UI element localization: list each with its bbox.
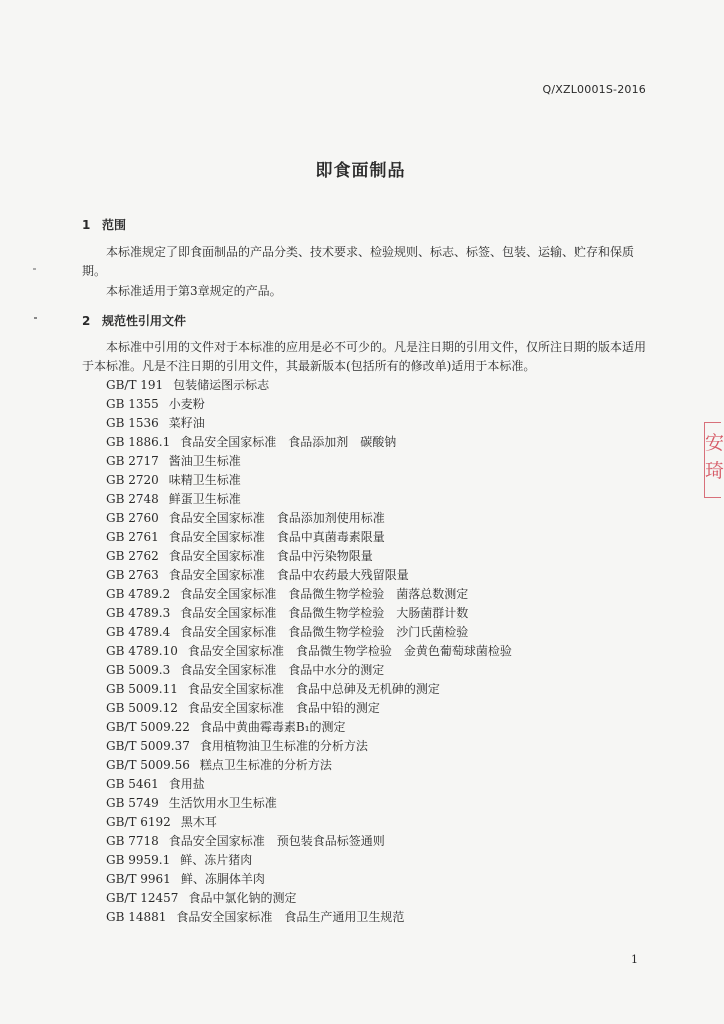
reference-title: 包装储运图示标志 (173, 378, 270, 392)
reference-title: 小麦粉 (168, 397, 205, 411)
section-1-heading (82, 216, 126, 233)
reference-list (106, 376, 512, 927)
standard-code: Q/XZL0001S-2016 (542, 83, 646, 96)
reference-code: GB 4789.4 (106, 625, 171, 639)
reference-code: GB/T 9961 (106, 872, 171, 886)
reference-item (106, 376, 512, 395)
reference-item (106, 604, 512, 623)
reference-code: GB/T 5009.22 (106, 720, 190, 734)
reference-item (106, 566, 512, 585)
reference-title: 味精卫生标准 (168, 473, 241, 487)
reference-code: GB 5009.11 (106, 682, 178, 696)
reference-code: GB 4789.10 (106, 644, 178, 658)
scan-mark (34, 317, 37, 319)
section-1-title: 范围 (102, 218, 127, 232)
reference-title: 食品安全国家标准 食品添加剂使用标准 (168, 511, 385, 525)
reference-title: 食品安全国家标准 预包装食品标签通则 (168, 834, 385, 848)
reference-item (106, 509, 512, 528)
references-intro-paragraph: 本标准中引用的文件对于本标准的应用是必不可少的。凡是注日期的引用文件，仅所注日期的版本适用于本标准。凡是不注日期的引用文件，其最新版本(包括所有的修改单)适用于本标准。 (82, 340, 647, 373)
reference-code: GB 2748 (106, 492, 159, 506)
reference-title: 食品安全国家标准 食品中农药最大残留限量 (168, 568, 409, 582)
reference-item (106, 414, 512, 433)
reference-item (106, 623, 512, 642)
reference-code: GB/T 5009.56 (106, 758, 190, 772)
reference-item (106, 870, 512, 889)
reference-item (106, 585, 512, 604)
reference-title: 食品安全国家标准 食品微生物学检验 菌落总数测定 (180, 587, 469, 601)
reference-code: GB 2761 (106, 530, 159, 544)
reference-code: GB/T 5009.37 (106, 739, 190, 753)
reference-title: 食用植物油卫生标准的分析方法 (199, 739, 368, 753)
reference-code: GB 2720 (106, 473, 159, 487)
reference-title: 黑木耳 (180, 815, 217, 829)
reference-code: GB 2763 (106, 568, 159, 582)
applicability-paragraph: 本标准适用于第3章规定的产品。 (106, 284, 282, 298)
reference-item (106, 490, 512, 509)
reference-code: GB/T 6192 (106, 815, 171, 829)
reference-title: 鲜、冻胴体羊肉 (180, 872, 265, 886)
reference-item (106, 794, 512, 813)
reference-title: 食品中氯化钠的测定 (188, 891, 297, 905)
reference-item (106, 433, 512, 452)
reference-title: 食品中黄曲霉毒素B₁的测定 (199, 720, 346, 734)
reference-code: GB 1355 (106, 397, 159, 411)
reference-item (106, 452, 512, 471)
reference-item (106, 642, 512, 661)
stamp-char: 琦 (705, 460, 724, 482)
reference-item (106, 661, 512, 680)
stamp-char: 安 (705, 432, 724, 454)
page-number: 1 (631, 953, 638, 966)
reference-title: 食品安全国家标准 食品中真菌毒素限量 (168, 530, 385, 544)
section-1-number: 1 (82, 218, 91, 232)
reference-title: 生活饮用水卫生标准 (168, 796, 277, 810)
scan-mark (33, 268, 36, 270)
reference-code: GB 14881 (106, 910, 167, 924)
reference-code: GB 2762 (106, 549, 159, 563)
reference-code: GB 5461 (106, 777, 159, 791)
reference-item (106, 471, 512, 490)
reference-code: GB 1536 (106, 416, 159, 430)
section-2-heading (82, 312, 186, 329)
section-2-number: 2 (82, 314, 91, 328)
reference-code: GB 9959.1 (106, 853, 171, 867)
reference-item (106, 889, 512, 908)
reference-title: 酱油卫生标准 (168, 454, 241, 468)
reference-title: 鲜、冻片猪肉 (180, 853, 253, 867)
reference-code: GB 5009.3 (106, 663, 171, 677)
reference-item (106, 680, 512, 699)
reference-code: GB 7718 (106, 834, 159, 848)
reference-item (106, 528, 512, 547)
reference-item (106, 775, 512, 794)
reference-code: GB 2760 (106, 511, 159, 525)
scope-paragraph: 本标准规定了即食面制品的产品分类、技术要求、检验规则、标志、标签、包装、运输、贮存和保质期。 (82, 245, 635, 278)
reference-title: 食品安全国家标准 食品微生物学检验 沙门氏菌检验 (180, 625, 469, 639)
reference-item (106, 908, 512, 927)
reference-item (106, 851, 512, 870)
reference-title: 糕点卫生标准的分析方法 (199, 758, 332, 772)
reference-title: 鲜蛋卫生标准 (168, 492, 241, 506)
reference-item (106, 699, 512, 718)
reference-code: GB 4789.2 (106, 587, 171, 601)
reference-title: 食品安全国家标准 食品中铅的测定 (187, 701, 380, 715)
reference-title: 食品安全国家标准 食品添加剂 碳酸钠 (180, 435, 397, 449)
section-2-title: 规范性引用文件 (102, 314, 187, 328)
reference-item (106, 832, 512, 851)
reference-code: GB/T 12457 (106, 891, 179, 905)
reference-title: 食品安全国家标准 食品微生物学检验 大肠菌群计数 (180, 606, 469, 620)
reference-code: GB 2717 (106, 454, 159, 468)
reference-code: GB 5749 (106, 796, 159, 810)
reference-title: 菜籽油 (168, 416, 205, 430)
reference-code: GB 5009.12 (106, 701, 178, 715)
reference-item (106, 756, 512, 775)
reference-title: 食品安全国家标准 食品微生物学检验 金黄色葡萄球菌检验 (187, 644, 512, 658)
reference-title: 食品安全国家标准 食品中水分的测定 (180, 663, 385, 677)
reference-code: GB 1886.1 (106, 435, 171, 449)
reference-item (106, 395, 512, 414)
reference-title: 食品安全国家标准 食品中总砷及无机砷的测定 (187, 682, 440, 696)
reference-title: 食品安全国家标准 食品中污染物限量 (168, 549, 373, 563)
reference-item (106, 547, 512, 566)
reference-code: GB 4789.3 (106, 606, 171, 620)
reference-title: 食品安全国家标准 食品生产通用卫生规范 (176, 910, 405, 924)
reference-item (106, 718, 512, 737)
reference-item (106, 813, 512, 832)
seal-stamp (704, 422, 724, 498)
reference-code: GB/T 191 (106, 378, 164, 392)
document-title: 即食面制品 (315, 161, 406, 181)
reference-title: 食用盐 (168, 777, 205, 791)
reference-item (106, 737, 512, 756)
